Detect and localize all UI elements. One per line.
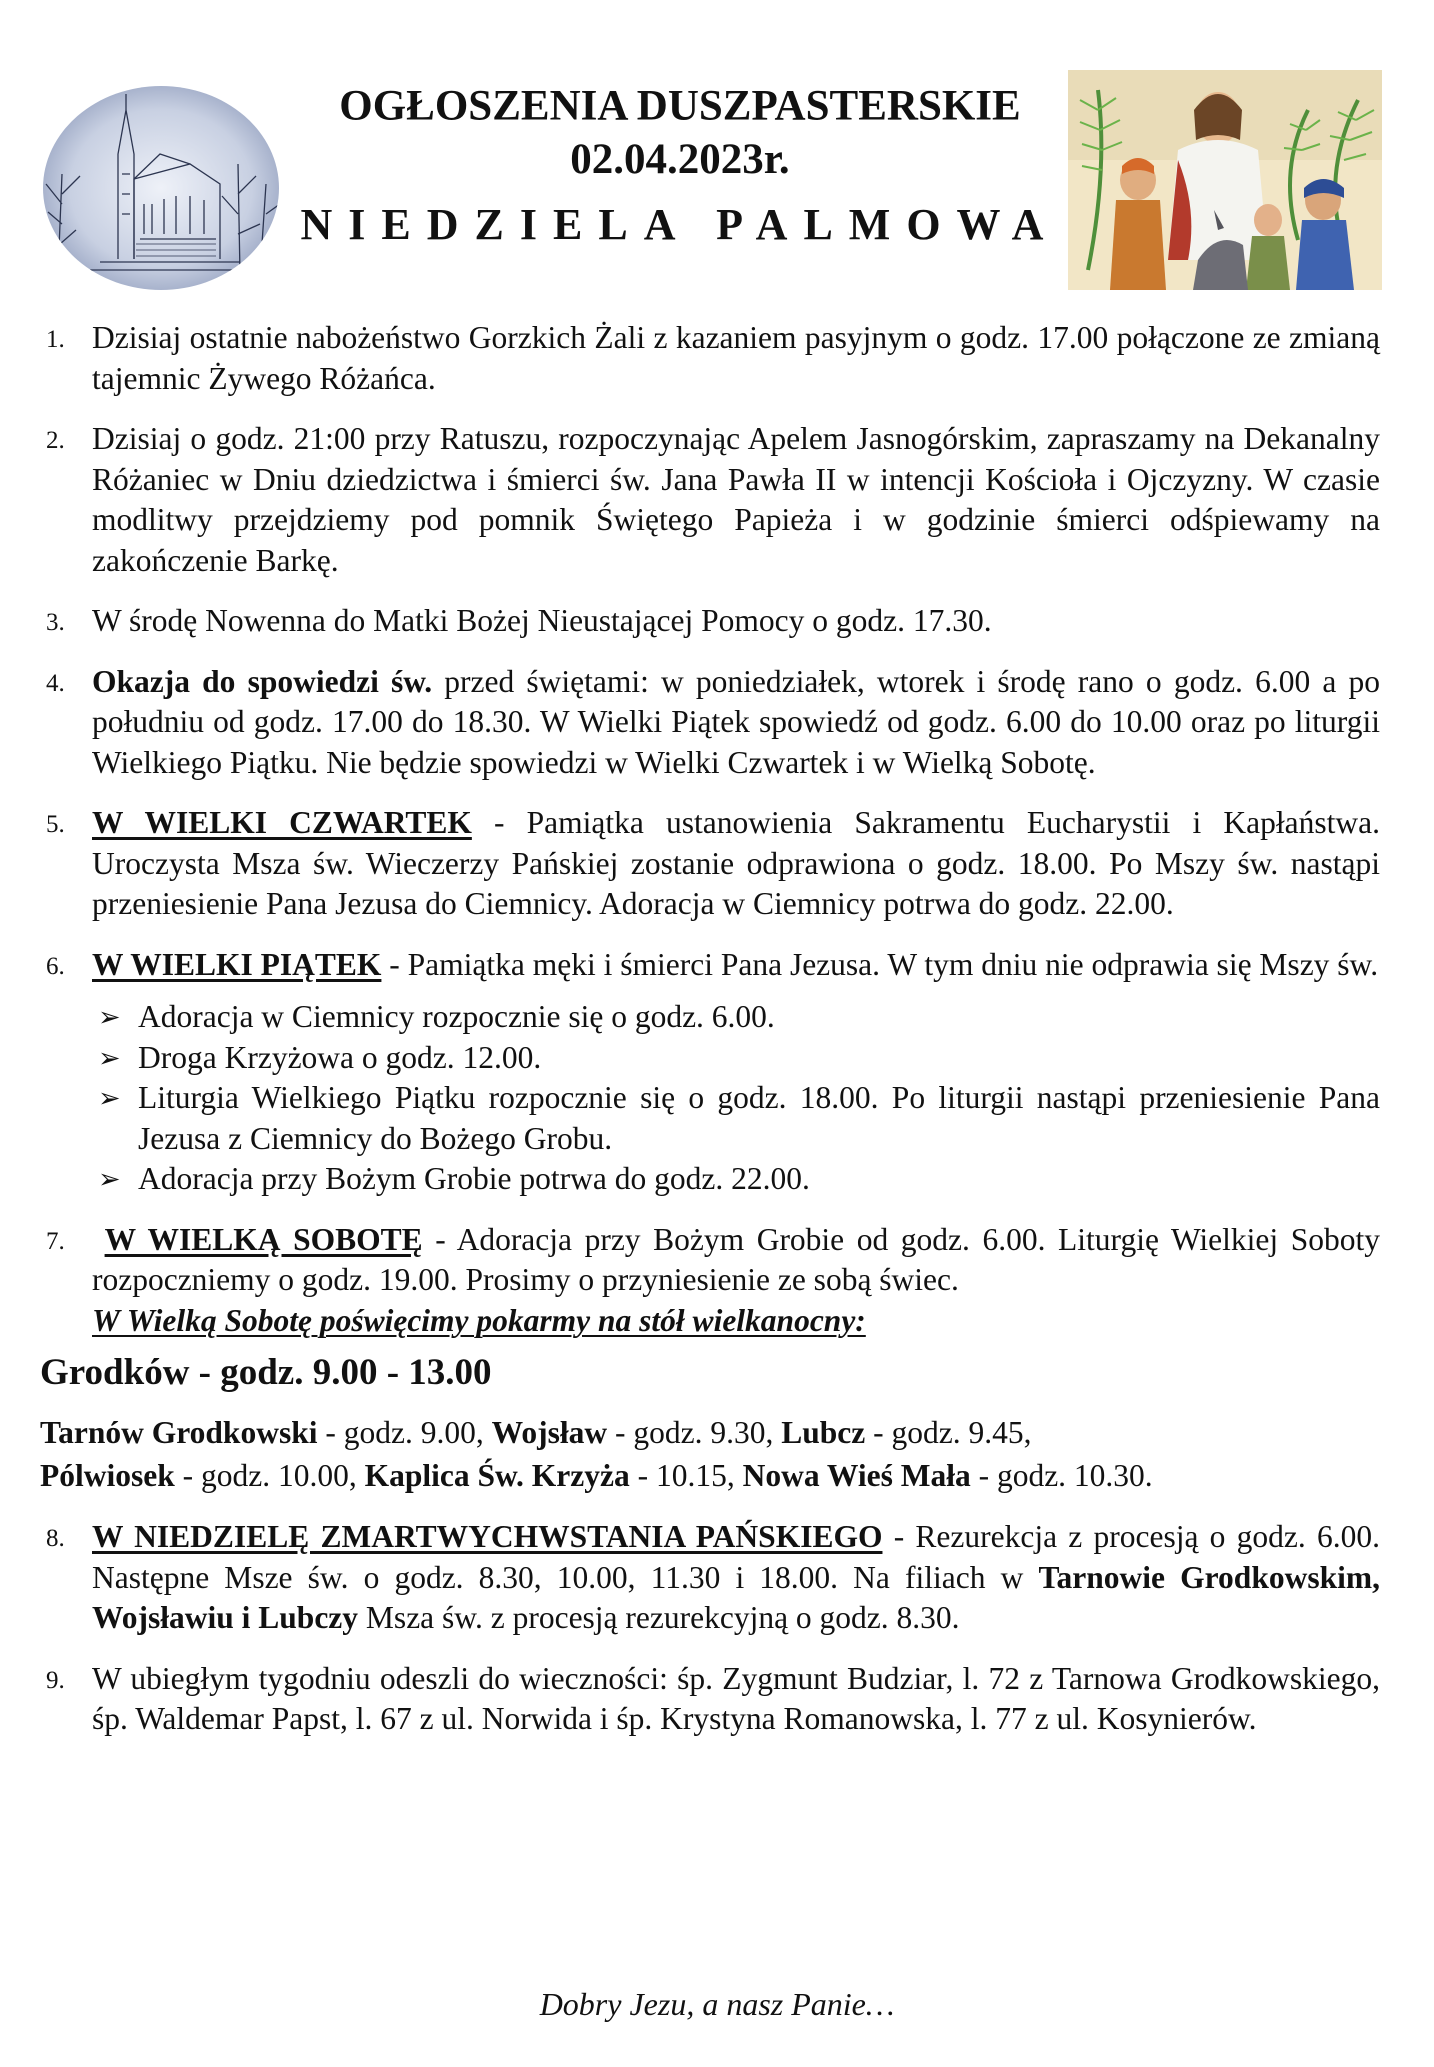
item-text: - Adoracja przy Bożym Grobie od godz. 6.00. Liturgię Wielkiej Soboty rozpoczniemy o godz. 19.00. Prosimy o przyniesienie ze sobą świec. <box>92 1221 1380 1297</box>
sub-list <box>92 997 1380 1200</box>
item-text: - Rezurekcja z procesją o godz. 6.00. Następne Msze św. o godz. 8.30, 10.00, 11.30 i 18.00. Na filiach w <box>92 1519 1380 1595</box>
sub-list-item <box>92 1159 1380 1200</box>
list-item <box>40 945 1380 1200</box>
occasion-title: NIEDZIELA PALMOWA <box>300 200 1060 249</box>
item-text: W środę Nowenna do Matki Bożej Nieustającej Pomocy o godz. 17.30. <box>92 603 992 638</box>
item-text: Dzisiaj o godz. 21:00 przy Ratuszu, rozpoczynając Apelem Jasnogórskim, zapraszamy na Dekanalny Różaniec w Dniu dziedzictwa i śmierci św. Jana Pawła II w intencji Kościoła i Ojczyzny. W czasie modlitwy przejdziemy pod pomnik Świętego Papieża i w godzinie śmierci odśpiewamy na zakończenie Barkę. <box>92 421 1380 578</box>
place-time: - 10.15, <box>629 1458 743 1493</box>
list-item <box>40 318 1380 399</box>
item-heading: W WIELKĄ SOBOTĘ <box>104 1221 423 1257</box>
arrow-bullet-icon: ➢ <box>98 1002 121 1032</box>
announcement-date: 02.04.2023r. <box>570 136 790 183</box>
place-time: - godz. 10.30. <box>970 1458 1153 1493</box>
sub-item-text: Adoracja w Ciemnicy rozpocznie się o godz. 6.00. <box>138 999 775 1034</box>
item-number: 9. <box>46 1666 65 1694</box>
list-item <box>40 803 1380 925</box>
item-bold-text: Tarnowie Grodkowskim, Wojsławiu i Lubczy <box>92 1559 1380 1635</box>
item-number: 2. <box>46 427 65 454</box>
sub-item-text: Adoracja przy Bożym Grobie potrwa do godz. 22.00. <box>138 1161 810 1196</box>
main-blessing-time: Grodków - godz. 9.00 - 13.00 <box>40 1352 492 1393</box>
place-name: Wojsław <box>491 1415 608 1450</box>
sub-list-item <box>92 1078 1380 1159</box>
item-number: 4. <box>46 669 65 697</box>
sub-item-text: Droga Krzyżowa o godz. 12.00. <box>138 1039 542 1075</box>
item-text: - Pamiątka ustanowienia Sakramentu Eucharystii i Kapłaństwa. Uroczysta Msza św. Wieczerzy Pańskiej zostanie odprawiona o godz. 18.00. Po Mszy św. nastąpi przeniesienie Pana Jezusa do Ciemnicy. Adoracja w Ciemnicy potrwa do godz. 22.00. <box>92 805 1380 921</box>
item-number: 5. <box>46 811 65 838</box>
place-name: Kaplica Św. Krzyża <box>364 1458 630 1493</box>
item-heading: W WIELKI PIĄTEK <box>92 946 382 982</box>
place-name: Nowa Wieś Mała <box>742 1458 971 1493</box>
sub-list-item <box>92 997 1380 1038</box>
item-text: Dzisiaj ostatnie nabożeństwo Gorzkich Żali z kazaniem pasyjnym o godz. 17.00 połączone ze zmianą tajemnic Żywego Różańca. <box>92 320 1380 396</box>
item-text: Msza św. z procesją rezurekcyjną o godz. 8.30. <box>358 1600 960 1635</box>
branch-blessing-times <box>40 1411 1380 1497</box>
list-item <box>40 419 1380 581</box>
item-text: W ubiegłym tygodniu odeszli do wieczności: śp. Zygmunt Budziar, l. 72 z Tarnowa Grodkowskiego, śp. Waldemar Papst, l. 67 z ul. Norwida i śp. Krystyna Romanowska, l. 77 z ul. Kosynierów. <box>92 1660 1380 1736</box>
arrow-bullet-icon: ➢ <box>98 1083 121 1113</box>
church-illustration-icon <box>40 84 282 294</box>
list-item <box>40 662 1380 784</box>
list-item <box>40 1659 1380 1740</box>
place-time: - godz. 9.45, <box>865 1415 1032 1450</box>
arrow-bullet-icon: ➢ <box>98 1164 121 1194</box>
item-number: 6. <box>46 952 65 980</box>
item-text: przed świętami: w poniedziałek, wtorek i środę rano o godz. 6.00 a po południu od godz. 17.00 do 18.30. W Wielki Piątek spowiedź od godz. 6.00 do 10.00 oraz po liturgii Wielkiego Piątku. Nie będzie spowiedzi w Wielki Czwartek i w Wielką Sobotę. <box>92 663 1380 780</box>
place-time: - godz. 9.30, <box>607 1415 782 1450</box>
item-number: 7. <box>46 1227 65 1255</box>
place-name: Pólwiosek <box>40 1458 175 1493</box>
place-name: Lubcz <box>781 1415 866 1450</box>
item-number: 1. <box>46 326 65 353</box>
item-bold-text: Okazja do spowiedzi św. <box>92 663 433 699</box>
announcements-list <box>40 318 1380 1760</box>
item-heading: W WIELKI CZWARTEK <box>92 805 472 840</box>
item-number: 8. <box>46 1525 65 1552</box>
item-heading: W NIEDZIELĘ ZMARTWYCHWSTANIA PAŃSKIEGO <box>92 1519 883 1554</box>
item-text: - Pamiątka męki i śmierci Pana Jezusa. W tym dniu nie odprawia się Mszy św. <box>381 946 1379 982</box>
blessing-heading: W Wielką Sobotę poświęcimy pokarmy na stół wielkanocny: <box>92 1302 866 1338</box>
sub-list-item <box>92 1038 1380 1079</box>
arrow-bullet-icon: ➢ <box>98 1042 121 1073</box>
item-number: 3. <box>46 609 65 636</box>
page-title: OGŁOSZENIA DUSZPASTERSKIE <box>339 81 1021 130</box>
title-block <box>300 80 1060 262</box>
palm-sunday-illustration-icon <box>1068 70 1382 290</box>
list-item <box>40 601 1380 642</box>
sub-item-text: Liturgia Wielkiego Piątku rozpocznie się o godz. 18.00. Po liturgii nastąpi przeniesienie Pana Jezusa z Ciemnicy do Bożego Grobu. <box>138 1080 1380 1156</box>
place-time: - godz. 10.00, <box>174 1458 365 1493</box>
place-time: - godz. 9.00, <box>317 1415 492 1450</box>
list-item <box>40 1220 1380 1498</box>
place-name: Tarnów Grodkowski <box>40 1415 318 1450</box>
list-item <box>40 1517 1380 1639</box>
closing-prayer: Dobry Jezu, a nasz Panie… <box>539 1986 895 2022</box>
